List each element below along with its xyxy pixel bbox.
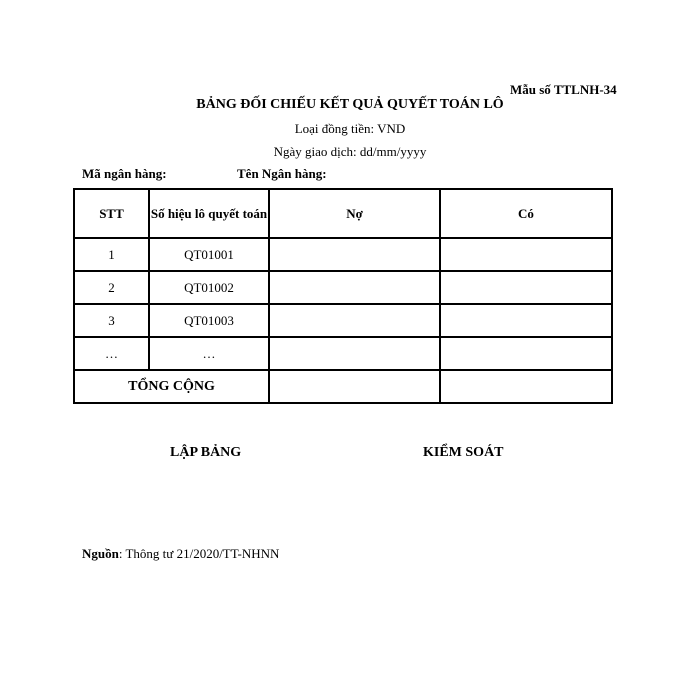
form-code: Mẫu số TTLNH-34: [510, 82, 617, 97]
controlled-by-label: KIỂM SOÁT: [423, 445, 504, 460]
document-title: BẢNG ĐỐI CHIẾU KẾT QUẢ QUYẾT TOÁN LÔ: [196, 97, 504, 112]
row-batch-number: QT01003: [149, 304, 269, 337]
table-row: [74, 337, 612, 370]
row-batch-number: …: [149, 337, 269, 370]
row-stt: 1: [74, 238, 149, 271]
row-stt: 3: [74, 304, 149, 337]
row-debit: [269, 238, 440, 271]
row-batch-number: QT01001: [149, 238, 269, 271]
row-debit: [269, 337, 440, 370]
currency-line: Loại đồng tiền: VND: [294, 121, 406, 136]
table-row: [74, 271, 612, 304]
total-credit: [440, 370, 612, 403]
row-credit: [440, 337, 612, 370]
column-header-batch-number: Số hiệu lô quyết toán: [149, 189, 269, 238]
row-stt: …: [74, 337, 149, 370]
bank-code-label: Mã ngân hàng:: [82, 166, 167, 181]
reconciliation-table: [73, 188, 613, 404]
prepared-by-label: LẬP BẢNG: [170, 445, 242, 460]
column-header-credit: Có: [440, 189, 612, 238]
row-debit: [269, 271, 440, 304]
bank-name-label: Tên Ngân hàng:: [237, 166, 327, 181]
column-header-debit: Nợ: [269, 189, 440, 238]
source-text: : Thông tư 21/2020/TT-NHNN: [118, 546, 280, 561]
total-debit: [269, 370, 440, 403]
row-credit: [440, 271, 612, 304]
total-row: [74, 370, 612, 403]
column-header-stt: STT: [74, 189, 149, 238]
source-note: [82, 546, 279, 562]
row-batch-number: QT01002: [149, 271, 269, 304]
table-header-row: [74, 189, 612, 238]
transaction-date-line: Ngày giao dịch: dd/mm/yyyy: [273, 144, 427, 159]
source-label: Nguồn: [82, 546, 119, 561]
row-stt: 2: [74, 271, 149, 304]
table-row: [74, 238, 612, 271]
row-debit: [269, 304, 440, 337]
row-credit: [440, 304, 612, 337]
total-label: TỔNG CỘNG: [74, 370, 269, 403]
row-credit: [440, 238, 612, 271]
table-row: [74, 304, 612, 337]
